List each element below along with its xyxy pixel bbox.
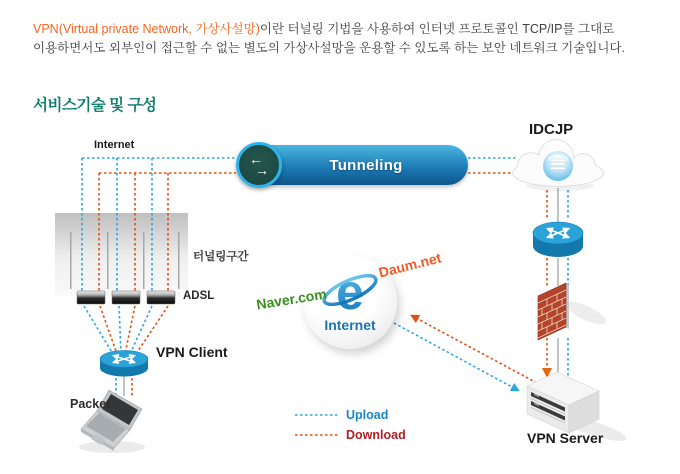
intro-line2: 이용하면서도 외부인이 접근할 수 없는 별도의 가상사설망을 운용할 수 있도록 하는 보안 네트워크 기술입니다. <box>33 41 625 55</box>
section-title: 서비스기술 및 구성 <box>33 97 157 114</box>
tunneling-arrows-icon: ← → <box>236 142 282 188</box>
daum-label: Daum.net <box>377 249 443 281</box>
router-icon <box>533 222 583 257</box>
vpn-server-label: VPN Server <box>527 430 604 446</box>
internet-top-label: Internet <box>94 139 135 151</box>
vpn-term-highlight: VPN(Virtual private Network, 가상사설망) <box>33 22 260 36</box>
adsl-modem-icons <box>77 291 175 304</box>
svg-text:e: e <box>336 264 364 320</box>
internet-globe-label: Internet <box>324 317 376 333</box>
legend-upload-label: Upload <box>346 408 389 422</box>
packet-label: Packet <box>70 397 111 411</box>
idcjp-label: IDCJP <box>529 121 574 138</box>
vpn-client-label: VPN Client <box>156 344 228 360</box>
legend-download-label: Download <box>346 428 406 442</box>
download-arrowhead-to-globe <box>408 311 420 323</box>
vpn-client-disc-icon <box>100 351 148 377</box>
upload-arrowhead-to-server <box>510 383 522 395</box>
intro-line1: 이란 터널링 기법을 사용하여 인터넷 프로토콜인 TCP/IP를 그대로 <box>259 22 615 36</box>
naver-label: Naver.com <box>255 285 328 313</box>
adsl-label: ADSL <box>183 290 215 302</box>
firewall-icon <box>538 283 609 340</box>
cloud-icon <box>513 140 603 191</box>
tunneling-label: Tunneling <box>329 156 403 174</box>
tunnel-zone-label: 터널링구간 <box>193 251 249 263</box>
